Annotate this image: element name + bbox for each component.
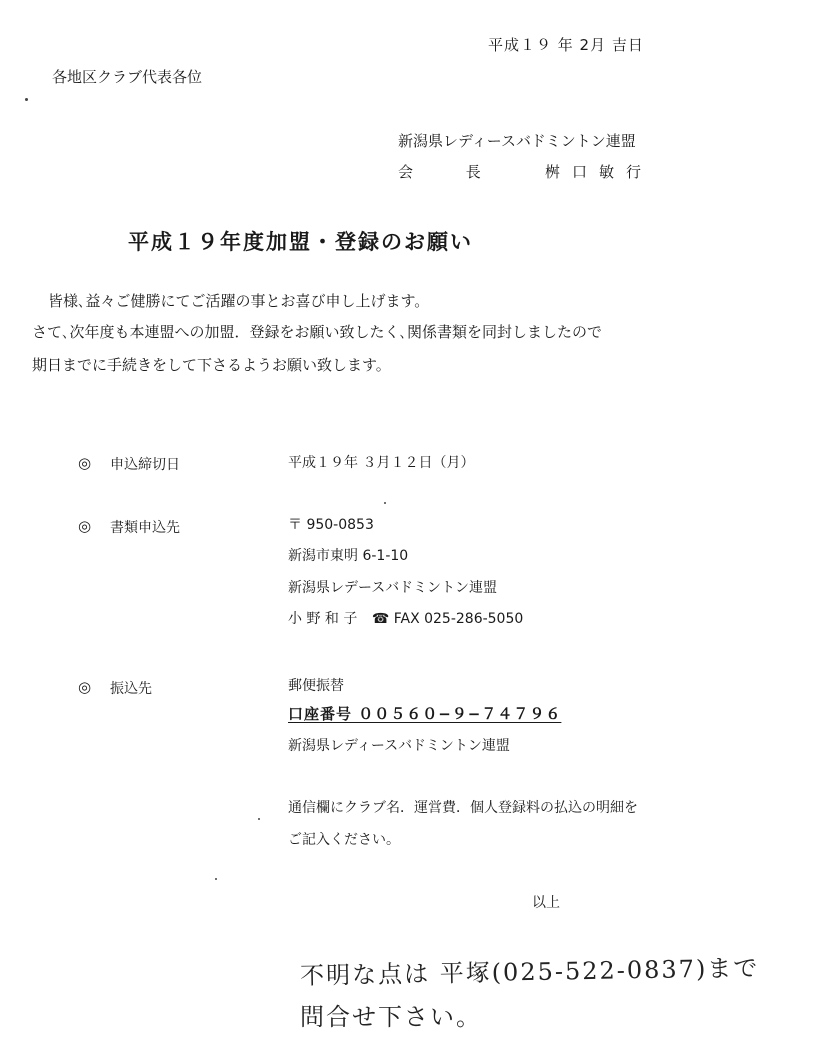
- document-title: 平成１９年度加盟・登録のお願い: [128, 230, 473, 254]
- account-number: 口座番号 ００５６０−９−７４７９６: [288, 705, 562, 723]
- note-line-1: 通信欄にクラブ名．運営費．個人登録料の払込の明細を: [288, 800, 638, 816]
- postal-code: 〒 950-0853: [288, 517, 374, 533]
- bullet-mark: ◎: [78, 678, 92, 696]
- addressee: 各地区クラブ代表各位: [52, 68, 203, 86]
- sender-organization: 新潟県レディースバドミントン連盟: [398, 132, 636, 150]
- document-date: 平成１９ 年 2月 吉日: [488, 36, 644, 54]
- bullet-mark: ◎: [78, 454, 92, 472]
- street-address: 新潟市東明 6-1-10: [288, 548, 409, 564]
- contact-name: 小 野 和 子: [288, 611, 358, 627]
- contact-line: [288, 608, 523, 628]
- deadline-value: 平成１９年 ３月１２日（月）: [288, 455, 475, 471]
- application-address-label: 書類申込先: [110, 520, 180, 536]
- scan-speck: [258, 818, 260, 820]
- deadline-label: 申込締切日: [110, 457, 180, 473]
- scan-speck: [215, 878, 217, 880]
- note-line-2: ご記入ください。: [288, 832, 400, 848]
- contact-fax: FAX 025-286-5050: [393, 611, 524, 627]
- handwritten-note-line-2: 問合せ下さい。: [300, 1003, 482, 1031]
- sender-role: 会 長: [398, 163, 505, 181]
- scan-speck: [25, 98, 28, 101]
- payment-label: 振込先: [110, 681, 152, 697]
- body-line-3: 期日までに手続きをして下さるようお願い致します。: [32, 356, 391, 374]
- recipient-organization: 新潟県レデースバドミントン連盟: [288, 580, 498, 596]
- handwritten-note-line-1: 不明な点は 平塚(025-522-0837)まで: [299, 953, 760, 991]
- bullet-mark: ◎: [78, 517, 92, 535]
- body-line-2: さて､次年度も本連盟への加盟．登録をお願い致したく､関係書類を同封しましたので: [32, 323, 603, 341]
- closing-mark: 以上: [532, 895, 560, 911]
- scan-speck: [384, 502, 386, 504]
- payee-organization: 新潟県レディースバドミントン連盟: [288, 738, 510, 754]
- sender-name: 桝口敏行: [545, 163, 654, 181]
- body-line-1: 皆様､益々ご健勝にてご活躍の事とお喜び申し上げます。: [48, 292, 430, 310]
- payment-method: 郵便振替: [288, 678, 344, 694]
- telephone-icon: ☎: [371, 611, 390, 627]
